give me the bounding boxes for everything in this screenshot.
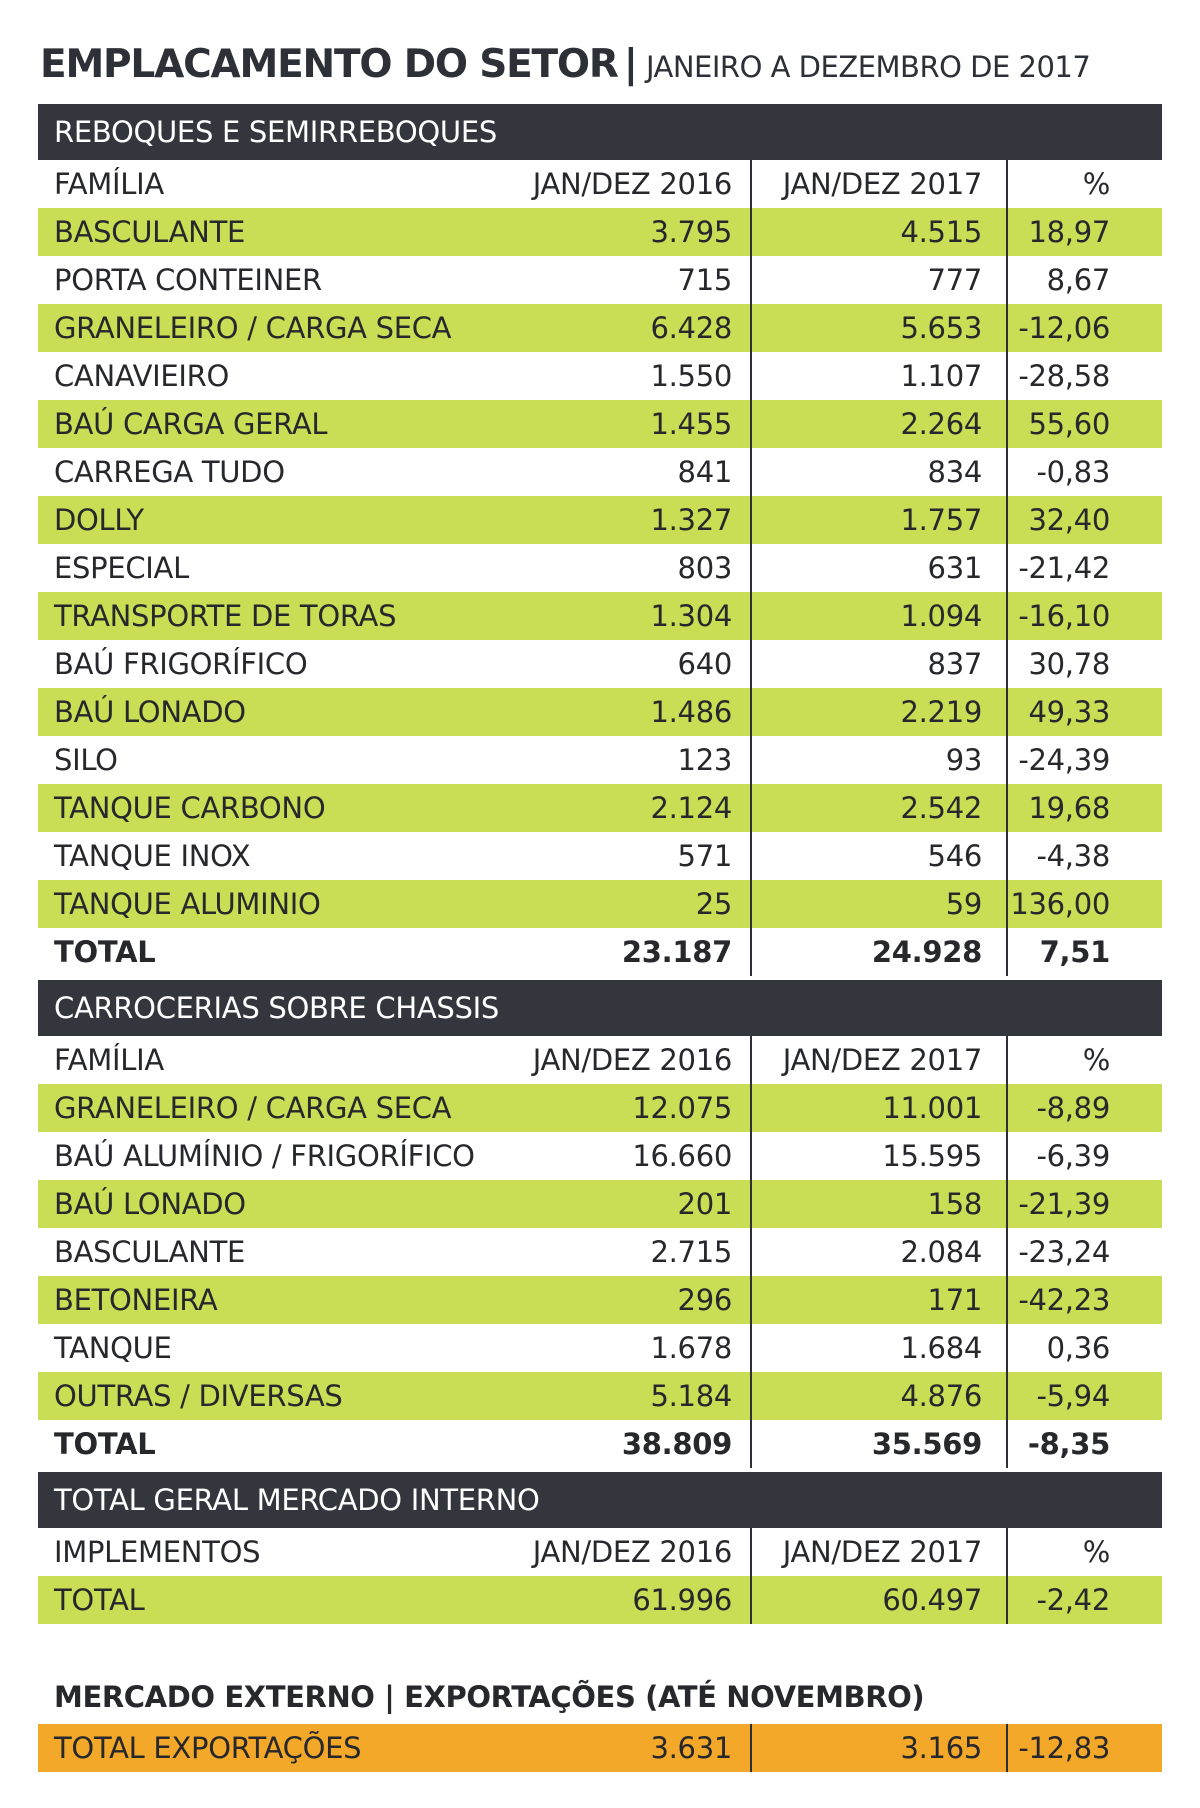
cell-family: BAÚ ALUMÍNIO / FRIGORÍFICO <box>54 1139 475 1173</box>
cell-family: GRANELEIRO / CARGA SECA <box>54 1091 452 1125</box>
cell-family: BAÚ LONADO <box>54 1187 246 1221</box>
cell-2016: 715 <box>677 263 732 297</box>
cell-2017: 5.653 <box>900 311 982 345</box>
cell-family: OUTRAS / DIVERSAS <box>54 1379 343 1413</box>
cell-2017: 11.001 <box>882 1091 982 1125</box>
cell-family: CARREGA TUDO <box>54 455 285 489</box>
cell-family: TRANSPORTE DE TORAS <box>54 599 397 633</box>
sector-table <box>38 104 1162 1628</box>
cell-2017: 834 <box>927 455 982 489</box>
cell-family: BASCULANTE <box>54 215 246 249</box>
table-row <box>38 208 1162 256</box>
table-row <box>38 1324 1162 1372</box>
cell-2017: 1.094 <box>900 599 982 633</box>
cell-percent: -8,35 <box>1027 1427 1110 1461</box>
cell-2016: 25 <box>695 887 732 921</box>
cell-percent: % <box>1082 167 1110 201</box>
cell-family: TANQUE CARBONO <box>54 791 326 825</box>
column-header-row <box>38 1036 1162 1084</box>
cell-family: DOLLY <box>54 503 144 537</box>
table-row <box>38 1228 1162 1276</box>
table-row <box>38 1084 1162 1132</box>
cell-percent: -28,58 <box>1018 359 1110 393</box>
cell-2016: 803 <box>677 551 732 585</box>
cell-family: BAÚ CARGA GERAL <box>54 407 328 441</box>
table-row <box>38 880 1162 928</box>
cell-2017: 4.876 <box>900 1379 982 1413</box>
cell-2016: 1.455 <box>650 407 732 441</box>
cell-2017: 777 <box>927 263 982 297</box>
cell-2017: 631 <box>927 551 982 585</box>
table-row <box>38 304 1162 352</box>
total-row <box>38 1420 1162 1468</box>
cell-2017: 24.928 <box>871 935 982 969</box>
cell-2017: 1.757 <box>900 503 982 537</box>
cell-percent: -12,06 <box>1018 311 1110 345</box>
cell-family: TANQUE ALUMINIO <box>54 887 321 921</box>
table-row <box>38 1276 1162 1324</box>
cell-percent: -23,24 <box>1018 1235 1110 1269</box>
cell-family: TANQUE <box>54 1331 172 1365</box>
column-divider <box>750 1724 752 1772</box>
table-row <box>38 592 1162 640</box>
cell-2017: 59 <box>945 887 982 921</box>
cell-2016: 123 <box>677 743 732 777</box>
table-row <box>38 1132 1162 1180</box>
cell-family: TANQUE INOX <box>54 839 251 873</box>
table-row <box>38 496 1162 544</box>
cell-percent: % <box>1082 1535 1110 1569</box>
cell-2016: 38.809 <box>621 1427 732 1461</box>
cell-2016: 2.124 <box>650 791 732 825</box>
cell-2017: 2.264 <box>900 407 982 441</box>
title-main: EMPLACAMENTO DO SETOR <box>40 42 618 87</box>
cell-percent: -2,42 <box>1036 1583 1110 1617</box>
cell-percent: -4,38 <box>1036 839 1110 873</box>
cell-2017: 35.569 <box>871 1427 982 1461</box>
column-header-row <box>38 1528 1162 1576</box>
cell-2016: 640 <box>677 647 732 681</box>
column-divider <box>750 1528 752 1624</box>
cell-family: BASCULANTE <box>54 1235 246 1269</box>
section-heading: REBOQUES E SEMIRREBOQUES <box>38 104 1162 160</box>
cell-2017: 2.219 <box>900 695 982 729</box>
cell-percent: -0,83 <box>1036 455 1110 489</box>
cell-family: ESPECIAL <box>54 551 189 585</box>
cell-2017: 3.165 <box>900 1731 982 1765</box>
cell-family: PORTA CONTEINER <box>54 263 322 297</box>
cell-2017: 1.107 <box>900 359 982 393</box>
cell-percent: 0,36 <box>1046 1331 1110 1365</box>
table-row <box>38 832 1162 880</box>
cell-2017: JAN/DEZ 2017 <box>782 167 982 201</box>
table-row <box>38 448 1162 496</box>
cell-family: FAMÍLIA <box>54 1043 164 1077</box>
cell-2016: 5.184 <box>650 1379 732 1413</box>
cell-family: TOTAL <box>54 935 156 969</box>
cell-family: CANAVIEIRO <box>54 359 230 393</box>
cell-2017: 837 <box>927 647 982 681</box>
section-heading: CARROCERIAS SOBRE CHASSIS <box>38 980 1162 1036</box>
table-row <box>38 400 1162 448</box>
cell-2017: 15.595 <box>882 1139 982 1173</box>
cell-percent: -24,39 <box>1018 743 1110 777</box>
cell-percent: -8,89 <box>1036 1091 1110 1125</box>
cell-2016: 1.304 <box>650 599 732 633</box>
cell-2016: 23.187 <box>621 935 732 969</box>
cell-percent: -16,10 <box>1018 599 1110 633</box>
cell-2016: 6.428 <box>650 311 732 345</box>
cell-family: FAMÍLIA <box>54 167 164 201</box>
cell-2016: 16.660 <box>632 1139 732 1173</box>
cell-2016: 3.631 <box>650 1731 732 1765</box>
external-market-heading: MERCADO EXTERNO | EXPORTAÇÕES (ATÉ NOVEMBRO) <box>54 1680 925 1714</box>
table-row <box>38 1372 1162 1420</box>
cell-percent: 8,67 <box>1046 263 1110 297</box>
cell-percent: -21,42 <box>1018 551 1110 585</box>
table-row <box>38 784 1162 832</box>
table-row <box>38 544 1162 592</box>
section-heading: TOTAL GERAL MERCADO INTERNO <box>38 1472 1162 1528</box>
cell-2016: 296 <box>677 1283 732 1317</box>
cell-percent: -5,94 <box>1036 1379 1110 1413</box>
cell-family: TOTAL <box>54 1427 156 1461</box>
cell-percent: 19,68 <box>1028 791 1110 825</box>
cell-percent: 32,40 <box>1028 503 1110 537</box>
cell-family: IMPLEMENTOS <box>54 1535 261 1569</box>
column-divider <box>1006 160 1008 976</box>
table-row <box>38 640 1162 688</box>
cell-percent: -21,39 <box>1018 1187 1110 1221</box>
cell-2016: 841 <box>677 455 732 489</box>
title-subtitle: JANEIRO A DEZEMBRO DE 2017 <box>645 50 1091 84</box>
cell-family: BETONEIRA <box>54 1283 218 1317</box>
cell-2017: 4.515 <box>900 215 982 249</box>
cell-percent: 7,51 <box>1039 935 1110 969</box>
cell-percent: -12,83 <box>1018 1731 1110 1765</box>
column-divider <box>1006 1724 1008 1772</box>
column-divider <box>1006 1528 1008 1624</box>
column-divider <box>750 1036 752 1468</box>
total-row <box>38 928 1162 976</box>
cell-2016: JAN/DEZ 2016 <box>532 1535 732 1569</box>
export-total-row <box>38 1724 1162 1772</box>
cell-2017: JAN/DEZ 2017 <box>782 1043 982 1077</box>
table-row <box>38 256 1162 304</box>
cell-percent: 18,97 <box>1028 215 1110 249</box>
cell-family: BAÚ LONADO <box>54 695 246 729</box>
cell-2016: 1.327 <box>650 503 732 537</box>
cell-2016: 12.075 <box>632 1091 732 1125</box>
cell-family: TOTAL EXPORTAÇÕES <box>54 1731 362 1765</box>
table-row <box>38 1180 1162 1228</box>
export-table <box>38 1724 1162 1772</box>
cell-2017: 2.542 <box>900 791 982 825</box>
cell-2017: 2.084 <box>900 1235 982 1269</box>
cell-percent: % <box>1082 1043 1110 1077</box>
title-separator: | <box>623 42 638 87</box>
cell-2017: 1.684 <box>900 1331 982 1365</box>
cell-2017: 93 <box>945 743 982 777</box>
cell-2016: 1.486 <box>650 695 732 729</box>
cell-family: BAÚ FRIGORÍFICO <box>54 647 308 681</box>
cell-family: GRANELEIRO / CARGA SECA <box>54 311 452 345</box>
table-row <box>38 688 1162 736</box>
cell-2017: JAN/DEZ 2017 <box>782 1535 982 1569</box>
cell-2016: 3.795 <box>650 215 732 249</box>
cell-2017: 60.497 <box>882 1583 982 1617</box>
cell-2016: 2.715 <box>650 1235 732 1269</box>
cell-2016: JAN/DEZ 2016 <box>532 1043 732 1077</box>
table-row <box>38 736 1162 784</box>
cell-2017: 158 <box>927 1187 982 1221</box>
table-row <box>38 1576 1162 1624</box>
cell-percent: 55,60 <box>1028 407 1110 441</box>
column-divider <box>1006 1036 1008 1468</box>
cell-2016: 1.550 <box>650 359 732 393</box>
table-row <box>38 352 1162 400</box>
cell-2016: 1.678 <box>650 1331 732 1365</box>
column-header-row <box>38 160 1162 208</box>
cell-2016: 61.996 <box>632 1583 732 1617</box>
cell-family: SILO <box>54 743 118 777</box>
cell-2016: 201 <box>677 1187 732 1221</box>
cell-percent: 30,78 <box>1028 647 1110 681</box>
cell-percent: -42,23 <box>1018 1283 1110 1317</box>
cell-percent: -6,39 <box>1036 1139 1110 1173</box>
column-divider <box>750 160 752 976</box>
cell-percent: 49,33 <box>1028 695 1110 729</box>
cell-family: TOTAL <box>54 1583 145 1617</box>
cell-2017: 546 <box>927 839 982 873</box>
page-title <box>40 34 1200 96</box>
cell-2017: 171 <box>927 1283 982 1317</box>
cell-percent: 136,00 <box>1010 887 1110 921</box>
cell-2016: JAN/DEZ 2016 <box>532 167 732 201</box>
cell-2016: 571 <box>677 839 732 873</box>
